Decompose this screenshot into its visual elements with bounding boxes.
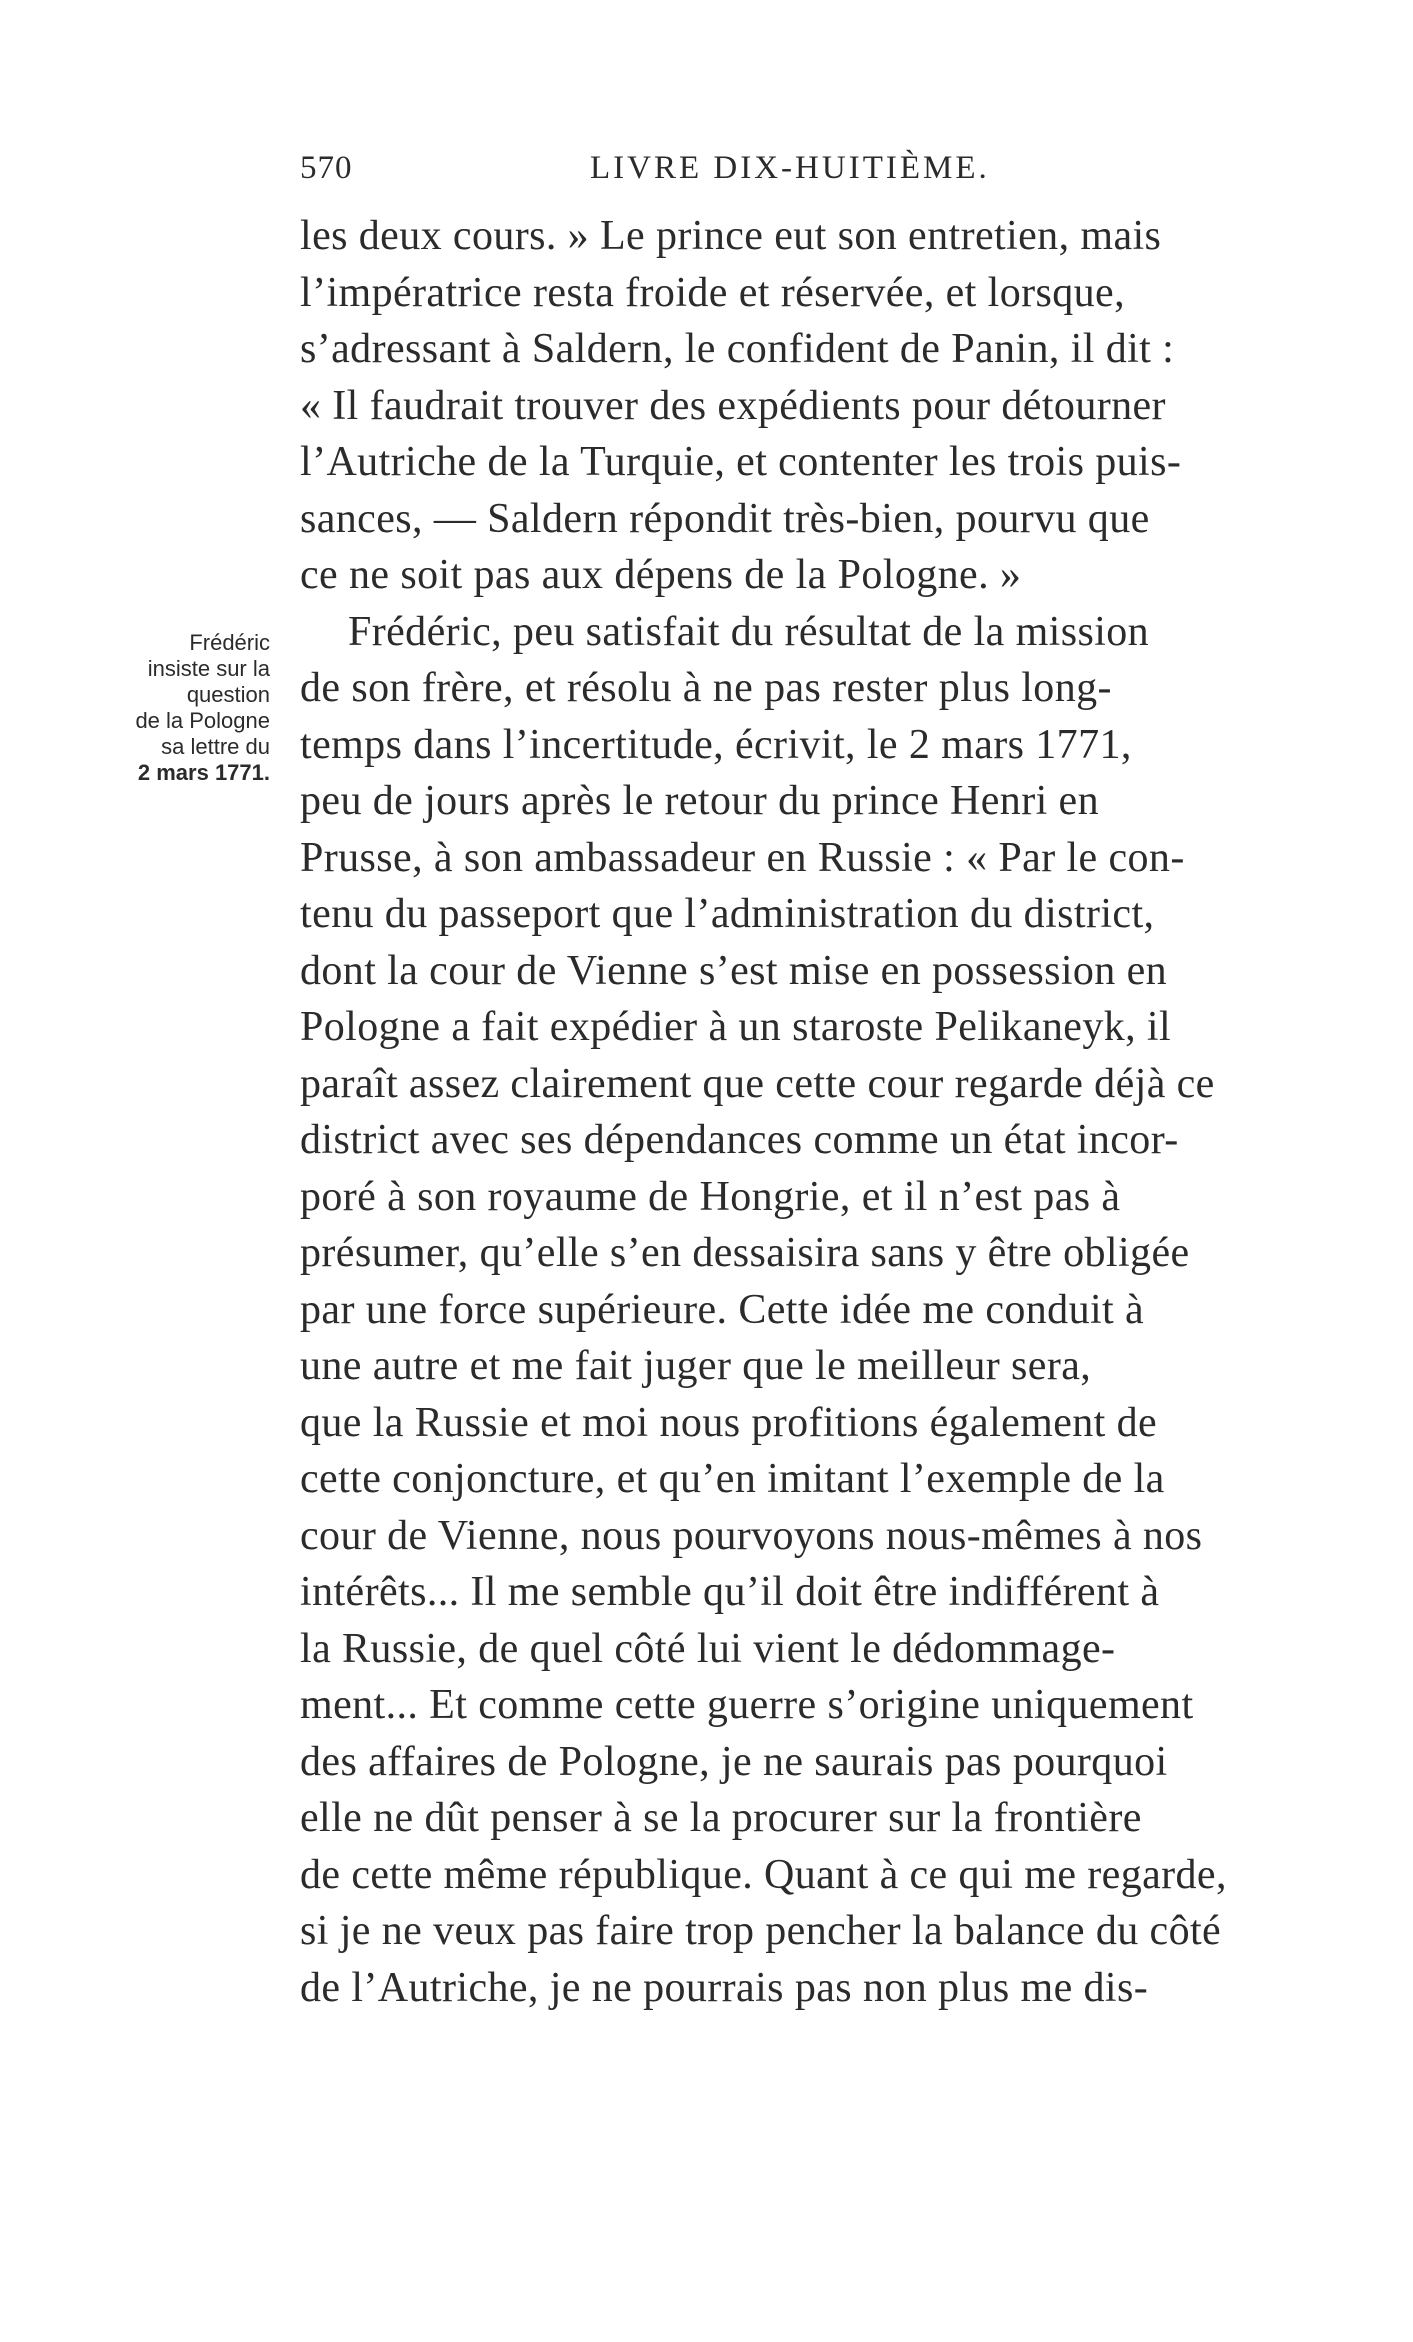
running-title: LIVRE DIX-HUITIÈME. (590, 150, 990, 186)
text-line: des affaires de Pologne, je ne saurais pas pourquoi (300, 1738, 1168, 1785)
text-line: que la Russie et moi nous profitions également de (300, 1399, 1158, 1446)
text-line: district avec ses dépendances comme un état incor- (300, 1117, 1179, 1163)
marginal-note (70, 630, 270, 786)
page-number: 570 (300, 150, 353, 186)
page-header (300, 150, 1300, 200)
marginal-note-line: sa lettre du (161, 734, 270, 759)
text-line: ce ne soit pas aux dépens de la Pologne. » (300, 552, 1022, 598)
text-line: par une force supérieure. Cette idée me conduit à (300, 1286, 1145, 1333)
text-line: de l’Autriche, je ne pourrais pas non plus me dis- (300, 1964, 1149, 2011)
text-line: l’Autriche de la Turquie, et contenter les trois puis- (300, 439, 1182, 485)
text-line: une autre et me fait juger que le meilleur sera, (300, 1343, 1092, 1389)
text-line: sances, — Saldern répondit très-bien, pourvu que (300, 495, 1150, 542)
text-line: Pologne a fait expédier à un staroste Pelikaneyk, il (300, 1004, 1172, 1050)
text-line: « Il faudrait trouver des expédients pour détourner (300, 382, 1166, 429)
text-line: cour de Vienne, nous pourvoyons nous-mêmes à nos (300, 1512, 1203, 1559)
text-line: peu de jours après le retour du prince Henri en (300, 778, 1099, 824)
body-text (300, 208, 1300, 2016)
marginal-note-line: insiste sur la (147, 656, 270, 681)
paragraph-start-line: Frédéric, peu satisfait du résultat de la mission (348, 608, 1150, 655)
marginal-note-line: Frédéric (189, 630, 270, 655)
text-line: tenu du passeport que l’administration du district, (300, 891, 1155, 937)
text-line: cette conjoncture, et qu’en imitant l’exemple de la (300, 1456, 1165, 1502)
text-line: l’impératrice resta froide et réservée, et lorsque, (300, 269, 1125, 316)
text-line: de cette même république. Quant à ce qui me regarde, (300, 1851, 1227, 1898)
text-line: paraît assez clairement que cette cour regarde déjà ce (300, 1060, 1215, 1107)
marginal-note-line: de la Pologne (135, 708, 270, 733)
text-line: dont la cour de Vienne s’est mise en possession en (300, 947, 1168, 994)
text-line: ment... Et comme cette guerre s’origine uniquement (300, 1682, 1194, 1728)
marginal-note-line: question (186, 682, 270, 707)
text-line: elle ne dût penser à se la procurer sur la frontière (300, 1795, 1142, 1841)
marginal-note-date: 2 mars 1771. (137, 760, 270, 785)
text-line: la Russie, de quel côté lui vient le dédommage- (300, 1625, 1116, 1672)
text-line: temps dans l’incertitude, écrivit, le 2 mars 1771, (300, 721, 1132, 768)
text-line: de son frère, et résolu à ne pas rester plus long- (300, 665, 1112, 711)
text-line: présumer, qu’elle s’en dessaisira sans y être obligée (300, 1230, 1190, 1276)
text-line: s’adressant à Saldern, le confident de Panin, il dit : (300, 326, 1175, 372)
text-line: si je ne veux pas faire trop pencher la balance du côté (300, 1908, 1222, 1954)
text-line: les deux cours. » Le prince eut son entretien, mais (300, 213, 1162, 259)
text-line: poré à son royaume de Hongrie, et il n’est pas à (300, 1173, 1121, 1220)
text-line: Prusse, à son ambassadeur en Russie : « Par le con- (300, 834, 1185, 881)
text-line: intérêts... Il me semble qu’il doit être indifférent à (300, 1569, 1160, 1615)
